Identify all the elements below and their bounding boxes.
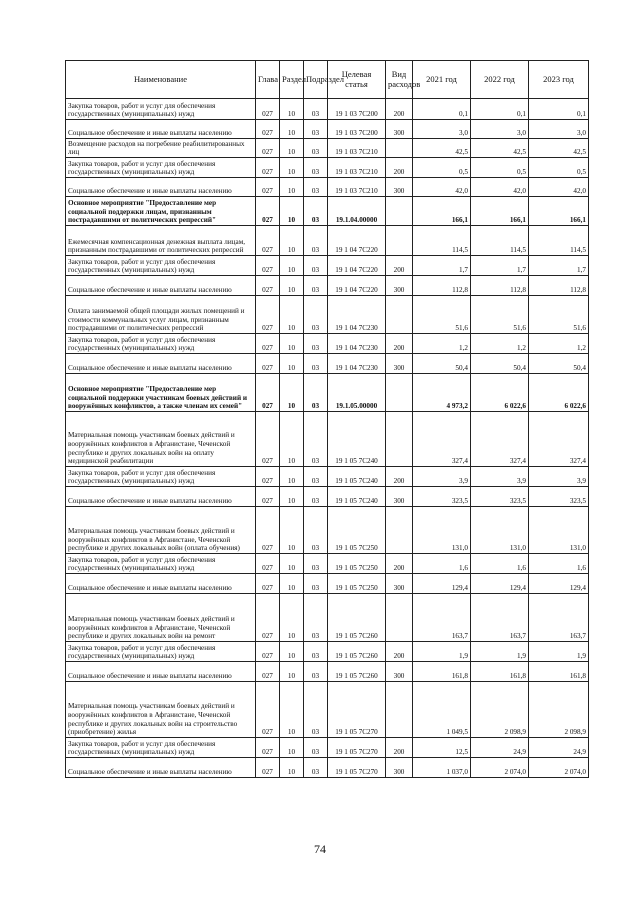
row-2021: 3,9 <box>413 467 471 487</box>
row-2023: 3,9 <box>529 467 589 487</box>
row-expense-type: 300 <box>386 120 413 139</box>
row-subsection: 03 <box>304 682 328 738</box>
table-row <box>66 139 589 158</box>
table-row <box>66 256 589 276</box>
table-row <box>66 682 589 738</box>
row-chapter: 027 <box>256 334 280 354</box>
row-2021: 129,4 <box>413 574 471 594</box>
row-2021: 12,5 <box>413 738 471 758</box>
row-target-article: 19 1 05 7С250 <box>328 574 386 594</box>
row-2021: 0,5 <box>413 158 471 178</box>
table-row <box>66 99 589 120</box>
row-2021: 50,4 <box>413 354 471 374</box>
table-row <box>66 554 589 574</box>
row-section: 10 <box>280 374 304 412</box>
row-section: 10 <box>280 738 304 758</box>
row-2022: 129,4 <box>471 574 529 594</box>
row-expense-type <box>386 507 413 554</box>
header-subsection: Подраздел <box>304 61 328 99</box>
header-name: Наименование <box>66 61 256 99</box>
header-target-article: Целевая статья <box>328 61 386 99</box>
row-2021: 0,1 <box>413 99 471 120</box>
row-expense-type <box>386 412 413 467</box>
row-target-article: 19 1 05 7С240 <box>328 412 386 467</box>
header-section: Раздел <box>280 61 304 99</box>
row-section: 10 <box>280 507 304 554</box>
row-target-article: 19 1 04 7С220 <box>328 256 386 276</box>
row-2022: 131,0 <box>471 507 529 554</box>
budget-table <box>65 60 589 778</box>
row-subsection: 03 <box>304 594 328 642</box>
row-chapter: 027 <box>256 662 280 682</box>
row-target-article: 19 1 05 7С260 <box>328 594 386 642</box>
row-section: 10 <box>280 354 304 374</box>
table-row <box>66 120 589 139</box>
row-subsection: 03 <box>304 467 328 487</box>
row-2021: 161,8 <box>413 662 471 682</box>
row-section: 10 <box>280 412 304 467</box>
row-target-article: 19 1 05 7С270 <box>328 758 386 778</box>
row-chapter: 027 <box>256 374 280 412</box>
row-subsection: 03 <box>304 758 328 778</box>
row-2023: 112,8 <box>529 276 589 296</box>
row-2022: 6 022,6 <box>471 374 529 412</box>
row-target-article: 19 1 03 7С210 <box>328 178 386 197</box>
row-target-article: 19 1 05 7С240 <box>328 467 386 487</box>
row-2023: 2 074,0 <box>529 758 589 778</box>
row-subsection: 03 <box>304 374 328 412</box>
table-row <box>66 334 589 354</box>
header-2021: 2021 год <box>413 61 471 99</box>
row-section: 10 <box>280 197 304 226</box>
row-section: 10 <box>280 487 304 507</box>
table-row <box>66 662 589 682</box>
row-2023: 161,8 <box>529 662 589 682</box>
row-name: Социальное обеспечение и иные выплаты населению <box>66 487 256 507</box>
row-2022: 2 074,0 <box>471 758 529 778</box>
row-2023: 166,1 <box>529 197 589 226</box>
row-subsection: 03 <box>304 99 328 120</box>
row-target-article: 19 1 04 7С220 <box>328 226 386 256</box>
row-target-article: 19 1 05 7С240 <box>328 487 386 507</box>
row-2023: 6 022,6 <box>529 374 589 412</box>
row-subsection: 03 <box>304 412 328 467</box>
row-chapter: 027 <box>256 276 280 296</box>
row-target-article: 19.1.05.00000 <box>328 374 386 412</box>
row-2021: 1,2 <box>413 334 471 354</box>
row-name: Закупка товаров, работ и услуг для обеспечения государственных (муниципальных) нужд <box>66 467 256 487</box>
row-target-article: 19 1 05 7С250 <box>328 554 386 574</box>
table-row <box>66 594 589 642</box>
row-name: Закупка товаров, работ и услуг для обеспечения государственных (муниципальных) нужд <box>66 334 256 354</box>
row-2022: 327,4 <box>471 412 529 467</box>
row-chapter: 027 <box>256 197 280 226</box>
row-subsection: 03 <box>304 738 328 758</box>
row-2021: 1,6 <box>413 554 471 574</box>
row-target-article: 19 1 04 7С230 <box>328 354 386 374</box>
table-row <box>66 507 589 554</box>
row-section: 10 <box>280 276 304 296</box>
row-target-article: 19 1 05 7С250 <box>328 507 386 554</box>
row-2023: 327,4 <box>529 412 589 467</box>
row-section: 10 <box>280 178 304 197</box>
row-target-article: 19 1 05 7С270 <box>328 682 386 738</box>
row-2021: 42,5 <box>413 139 471 158</box>
row-section: 10 <box>280 158 304 178</box>
row-chapter: 027 <box>256 487 280 507</box>
row-subsection: 03 <box>304 487 328 507</box>
row-2022: 1,9 <box>471 642 529 662</box>
table-row <box>66 296 589 334</box>
table-row <box>66 574 589 594</box>
row-2023: 1,9 <box>529 642 589 662</box>
row-section: 10 <box>280 594 304 642</box>
row-name: Социальное обеспечение и иные выплаты населению <box>66 178 256 197</box>
row-expense-type: 300 <box>386 574 413 594</box>
row-subsection: 03 <box>304 554 328 574</box>
row-subsection: 03 <box>304 139 328 158</box>
row-chapter: 027 <box>256 642 280 662</box>
row-chapter: 027 <box>256 507 280 554</box>
row-section: 10 <box>280 334 304 354</box>
row-target-article: 19 1 03 7С200 <box>328 99 386 120</box>
row-2022: 1,7 <box>471 256 529 276</box>
row-expense-type: 200 <box>386 99 413 120</box>
row-2021: 327,4 <box>413 412 471 467</box>
row-2022: 323,5 <box>471 487 529 507</box>
table-row <box>66 178 589 197</box>
row-2022: 42,5 <box>471 139 529 158</box>
row-chapter: 027 <box>256 738 280 758</box>
row-2023: 129,4 <box>529 574 589 594</box>
row-2021: 1,7 <box>413 256 471 276</box>
row-name: Материальная помощь участникам боевых действий и вооружённых конфликтов в Афганистане, Чеченской республике и других локальных войн на оплату медицинской реабилитации <box>66 412 256 467</box>
row-chapter: 027 <box>256 412 280 467</box>
row-2023: 114,5 <box>529 226 589 256</box>
row-target-article: 19.1.04.00000 <box>328 197 386 226</box>
row-2023: 1,2 <box>529 334 589 354</box>
row-section: 10 <box>280 296 304 334</box>
row-subsection: 03 <box>304 276 328 296</box>
row-2021: 114,5 <box>413 226 471 256</box>
table-row <box>66 758 589 778</box>
row-2023: 42,5 <box>529 139 589 158</box>
row-2022: 166,1 <box>471 197 529 226</box>
row-target-article: 19 1 05 7С260 <box>328 642 386 662</box>
row-name: Материальная помощь участникам боевых действий и вооружённых конфликтов в Афганистане, Чеченской республике и других локальных войн на строительство (приобретение) жилья <box>66 682 256 738</box>
row-2021: 42,0 <box>413 178 471 197</box>
row-name: Основное мероприятие "Предоставление мер социальной поддержки участникам боевых действий и вооружённых конфликтов, а также членам их семей" <box>66 374 256 412</box>
row-section: 10 <box>280 554 304 574</box>
row-chapter: 027 <box>256 594 280 642</box>
row-expense-type <box>386 139 413 158</box>
row-subsection: 03 <box>304 354 328 374</box>
row-chapter: 027 <box>256 296 280 334</box>
row-2023: 24,9 <box>529 738 589 758</box>
row-2022: 1,2 <box>471 334 529 354</box>
row-name: Ежемесячная компенсационная денежная выплата лицам, признанным пострадавшими от политических репрессий <box>66 226 256 256</box>
row-name: Социальное обеспечение и иные выплаты населению <box>66 662 256 682</box>
row-2021: 131,0 <box>413 507 471 554</box>
row-2022: 161,8 <box>471 662 529 682</box>
row-2021: 166,1 <box>413 197 471 226</box>
row-expense-type <box>386 682 413 738</box>
row-chapter: 027 <box>256 256 280 276</box>
row-chapter: 027 <box>256 758 280 778</box>
table-row <box>66 226 589 256</box>
row-2022: 1,6 <box>471 554 529 574</box>
row-2023: 0,5 <box>529 158 589 178</box>
row-section: 10 <box>280 642 304 662</box>
table-body <box>66 99 589 778</box>
row-subsection: 03 <box>304 120 328 139</box>
row-expense-type <box>386 594 413 642</box>
table-row <box>66 738 589 758</box>
row-2021: 1,9 <box>413 642 471 662</box>
row-2021: 4 973,2 <box>413 374 471 412</box>
row-chapter: 027 <box>256 99 280 120</box>
table-row <box>66 374 589 412</box>
row-expense-type: 300 <box>386 354 413 374</box>
row-2022: 114,5 <box>471 226 529 256</box>
row-subsection: 03 <box>304 507 328 554</box>
row-expense-type <box>386 197 413 226</box>
row-subsection: 03 <box>304 256 328 276</box>
row-name: Основное мероприятие "Предоставление мер социальной поддержки лицам, признанным пострадавшими от политических репрессий" <box>66 197 256 226</box>
row-section: 10 <box>280 256 304 276</box>
header-expense-type: Вид расходов <box>386 61 413 99</box>
row-2023: 1,7 <box>529 256 589 276</box>
table-row <box>66 487 589 507</box>
row-2022: 163,7 <box>471 594 529 642</box>
row-name: Возмещение расходов на погребение реабилитированных лиц <box>66 139 256 158</box>
row-expense-type: 300 <box>386 487 413 507</box>
row-target-article: 19 1 05 7С270 <box>328 738 386 758</box>
row-section: 10 <box>280 139 304 158</box>
row-2021: 112,8 <box>413 276 471 296</box>
row-expense-type <box>386 296 413 334</box>
row-chapter: 027 <box>256 354 280 374</box>
row-expense-type: 200 <box>386 467 413 487</box>
row-2023: 0,1 <box>529 99 589 120</box>
row-2021: 3,0 <box>413 120 471 139</box>
row-name: Закупка товаров, работ и услуг для обеспечения государственных (муниципальных) нужд <box>66 738 256 758</box>
row-expense-type: 200 <box>386 334 413 354</box>
row-name: Закупка товаров, работ и услуг для обеспечения государственных (муниципальных) нужд <box>66 256 256 276</box>
row-name: Закупка товаров, работ и услуг для обеспечения государственных (муниципальных) нужд <box>66 158 256 178</box>
row-section: 10 <box>280 467 304 487</box>
row-2022: 24,9 <box>471 738 529 758</box>
row-expense-type <box>386 226 413 256</box>
row-2023: 3,0 <box>529 120 589 139</box>
row-chapter: 027 <box>256 554 280 574</box>
row-2022: 0,5 <box>471 158 529 178</box>
row-section: 10 <box>280 574 304 594</box>
table-row <box>66 642 589 662</box>
row-target-article: 19 1 03 7С210 <box>328 158 386 178</box>
table-row <box>66 412 589 467</box>
row-chapter: 027 <box>256 120 280 139</box>
row-2022: 2 098,9 <box>471 682 529 738</box>
row-2022: 42,0 <box>471 178 529 197</box>
row-2021: 51,6 <box>413 296 471 334</box>
row-2023: 163,7 <box>529 594 589 642</box>
row-subsection: 03 <box>304 226 328 256</box>
table-row <box>66 158 589 178</box>
table-row <box>66 276 589 296</box>
row-subsection: 03 <box>304 158 328 178</box>
row-expense-type: 200 <box>386 554 413 574</box>
row-section: 10 <box>280 120 304 139</box>
row-2023: 131,0 <box>529 507 589 554</box>
row-expense-type <box>386 374 413 412</box>
row-target-article: 19 1 03 7С200 <box>328 120 386 139</box>
row-2022: 3,9 <box>471 467 529 487</box>
row-name: Социальное обеспечение и иные выплаты населению <box>66 758 256 778</box>
row-2023: 50,4 <box>529 354 589 374</box>
header-2023: 2023 год <box>529 61 589 99</box>
row-target-article: 19 1 04 7С230 <box>328 296 386 334</box>
row-name: Материальная помощь участникам боевых действий и вооружённых конфликтов в Афганистане, Чеченской республике и других локальных войн на ремонт <box>66 594 256 642</box>
row-2023: 323,5 <box>529 487 589 507</box>
row-subsection: 03 <box>304 334 328 354</box>
row-subsection: 03 <box>304 178 328 197</box>
row-2023: 1,6 <box>529 554 589 574</box>
row-2023: 51,6 <box>529 296 589 334</box>
row-expense-type: 200 <box>386 158 413 178</box>
row-expense-type: 200 <box>386 738 413 758</box>
row-section: 10 <box>280 226 304 256</box>
row-subsection: 03 <box>304 296 328 334</box>
row-chapter: 027 <box>256 158 280 178</box>
row-name: Социальное обеспечение и иные выплаты населению <box>66 276 256 296</box>
table-row <box>66 354 589 374</box>
row-expense-type: 300 <box>386 276 413 296</box>
row-section: 10 <box>280 682 304 738</box>
row-chapter: 027 <box>256 574 280 594</box>
row-chapter: 027 <box>256 226 280 256</box>
row-2021: 163,7 <box>413 594 471 642</box>
row-expense-type: 300 <box>386 758 413 778</box>
row-chapter: 027 <box>256 682 280 738</box>
row-name: Закупка товаров, работ и услуг для обеспечения государственных (муниципальных) нужд <box>66 642 256 662</box>
page-number: 74 <box>314 842 326 856</box>
row-subsection: 03 <box>304 197 328 226</box>
row-name: Социальное обеспечение и иные выплаты населению <box>66 354 256 374</box>
row-target-article: 19 1 04 7С230 <box>328 334 386 354</box>
row-name: Оплата занимаемой общей площади жилых помещений и стоимости коммунальных услуг лицам, признанным пострадавшими от политических репрессий <box>66 296 256 334</box>
row-subsection: 03 <box>304 642 328 662</box>
header-chapter: Глава <box>256 61 280 99</box>
row-target-article: 19 1 04 7С220 <box>328 276 386 296</box>
table-row <box>66 197 589 226</box>
row-expense-type: 300 <box>386 662 413 682</box>
row-subsection: 03 <box>304 662 328 682</box>
row-section: 10 <box>280 662 304 682</box>
row-expense-type: 200 <box>386 256 413 276</box>
row-2022: 3,0 <box>471 120 529 139</box>
header-row <box>66 61 589 99</box>
header-2022: 2022 год <box>471 61 529 99</box>
table-row <box>66 467 589 487</box>
row-2022: 112,8 <box>471 276 529 296</box>
row-expense-type: 300 <box>386 178 413 197</box>
row-name: Материальная помощь участникам боевых действий и вооружённых конфликтов в Афганистане, Чеченской республике и других локальных войн (оплата обучения) <box>66 507 256 554</box>
row-2021: 323,5 <box>413 487 471 507</box>
row-subsection: 03 <box>304 574 328 594</box>
row-chapter: 027 <box>256 139 280 158</box>
row-2023: 42,0 <box>529 178 589 197</box>
row-chapter: 027 <box>256 178 280 197</box>
row-2022: 50,4 <box>471 354 529 374</box>
row-target-article: 19 1 03 7С210 <box>328 139 386 158</box>
row-section: 10 <box>280 99 304 120</box>
row-chapter: 027 <box>256 467 280 487</box>
row-2023: 2 098,9 <box>529 682 589 738</box>
row-name: Закупка товаров, работ и услуг для обеспечения государственных (муниципальных) нужд <box>66 99 256 120</box>
row-target-article: 19 1 05 7С260 <box>328 662 386 682</box>
row-name: Социальное обеспечение и иные выплаты населению <box>66 120 256 139</box>
row-name: Закупка товаров, работ и услуг для обеспечения государственных (муниципальных) нужд <box>66 554 256 574</box>
row-2022: 0,1 <box>471 99 529 120</box>
row-section: 10 <box>280 758 304 778</box>
row-expense-type: 200 <box>386 642 413 662</box>
row-name: Социальное обеспечение и иные выплаты населению <box>66 574 256 594</box>
row-2021: 1 049,5 <box>413 682 471 738</box>
row-2022: 51,6 <box>471 296 529 334</box>
row-2021: 1 037,0 <box>413 758 471 778</box>
